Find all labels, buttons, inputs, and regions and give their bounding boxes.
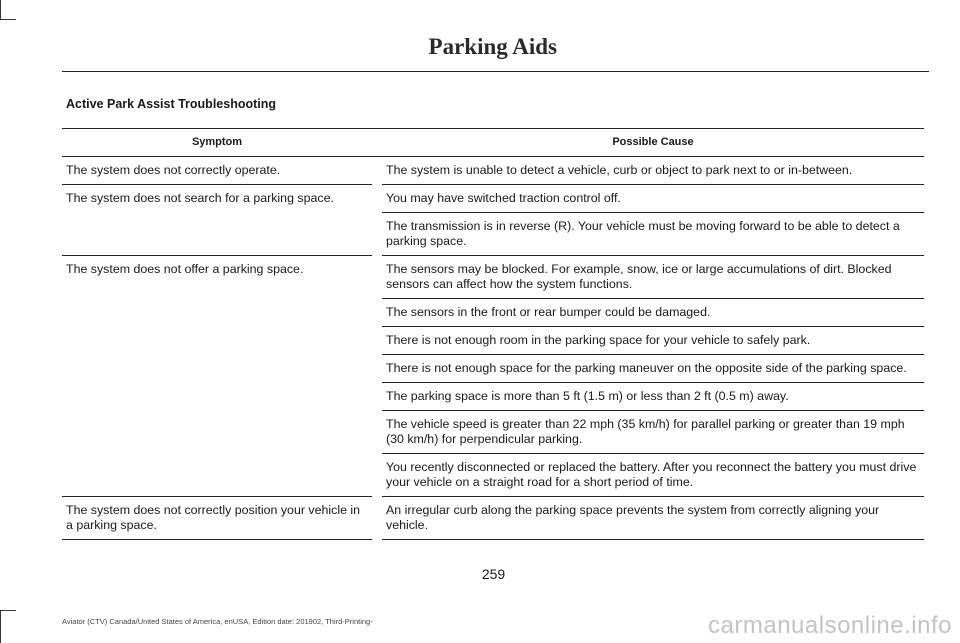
symptom-cell — [62, 497, 372, 540]
table-row — [62, 185, 924, 256]
cause-item: You may have switched traction control off. — [382, 185, 924, 213]
crop-mark-bottom-left-vertical — [0, 610, 1, 643]
column-gap — [372, 185, 382, 256]
table-body — [62, 157, 924, 540]
cause-item: There is not enough room in the parking space for your vehicle to safely park. — [382, 327, 924, 355]
column-gap — [372, 497, 382, 540]
symptom-text: The system does not correctly position your vehicle in a parking space. — [66, 503, 361, 532]
crop-mark-top-left-horizontal — [0, 19, 16, 20]
cause-item: The vehicle speed is greater than 22 mph (35 km/h) for parallel parking or greater than 19 mph (30 km/h) for perpendicular parking. — [382, 411, 924, 454]
cause-item: The parking space is more than 5 ft (1.5 m) or less than 2 ft (0.5 m) away. — [382, 383, 924, 411]
column-gap — [372, 157, 382, 185]
cause-item: The sensors in the front or rear bumper could be damaged. — [382, 299, 924, 327]
cause-cell — [382, 256, 924, 497]
page-title: Parking Aids — [428, 34, 557, 59]
symptom-cell — [62, 157, 372, 185]
cause-cell — [382, 185, 924, 256]
symptom-text: The system does not offer a parking space. — [66, 262, 304, 276]
column-header-symptom: Symptom — [62, 129, 372, 157]
crop-mark-bottom-left-horizontal — [0, 610, 16, 611]
column-gap — [372, 256, 382, 497]
troubleshooting-table — [62, 128, 924, 540]
page-number: 259 — [481, 566, 506, 582]
edition-footer: Aviator (CTV) Canada/United States of America, enUSA, Edition date: 201902, Third-Printing- — [62, 617, 373, 626]
symptom-cell — [62, 256, 372, 497]
symptom-text: The system does not correctly operate. — [66, 163, 281, 177]
table-row — [62, 497, 924, 540]
cause-cell — [382, 497, 924, 540]
cause-item: The transmission is in reverse (R). Your vehicle must be moving forward to be able to detect a parking space. — [386, 219, 900, 248]
cause-item: You recently disconnected or replaced the battery. After you reconnect the battery you must drive your vehicle on a straight road for a short period of time. — [386, 460, 917, 489]
table-row — [62, 157, 924, 185]
column-header-gap — [372, 129, 382, 157]
cause-cell — [382, 157, 924, 185]
symptom-text: The system does not search for a parking space. — [66, 191, 334, 205]
cause-item: There is not enough space for the parking maneuver on the opposite side of the parking space. — [382, 355, 924, 383]
cause-item: An irregular curb along the parking space prevents the system from correctly aligning your vehicle. — [386, 503, 880, 532]
column-header-possible-cause: Possible Cause — [382, 129, 924, 157]
crop-mark-top-left-vertical — [0, 0, 1, 20]
symptom-cell — [62, 185, 372, 256]
table-header-row — [62, 129, 924, 157]
title-divider — [62, 71, 929, 72]
table-row — [62, 256, 924, 497]
section-heading: Active Park Assist Troubleshooting — [66, 97, 277, 111]
watermark: carmanualsonline.info — [708, 612, 952, 639]
cause-item: The sensors may be blocked. For example, snow, ice or large accumulations of dirt. Blocked sensors can affect how the system functions. — [382, 256, 924, 299]
cause-item: The system is unable to detect a vehicle, curb or object to park next to or in-between. — [386, 163, 853, 177]
